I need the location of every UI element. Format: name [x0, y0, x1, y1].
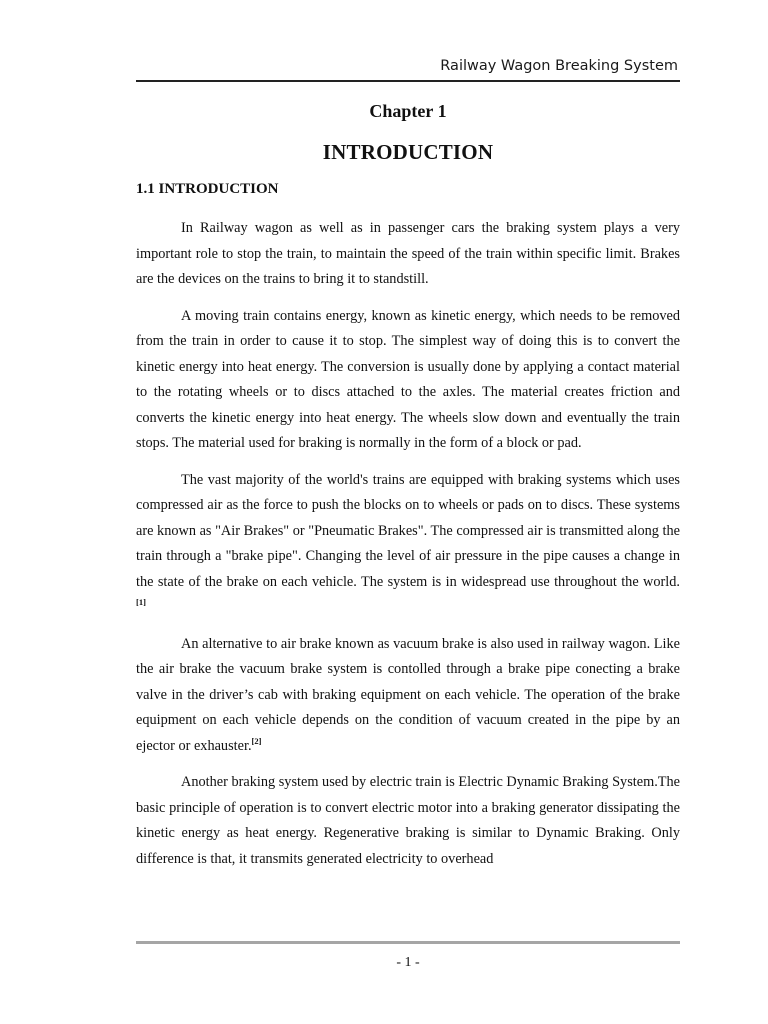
paragraph-1	[136, 216, 680, 293]
paragraph-5	[136, 770, 680, 872]
paragraph-2	[136, 304, 680, 457]
page-number: - 1 -	[396, 955, 420, 970]
reference-2-marker: [2]	[251, 735, 262, 746]
paragraph-4-text: An alternative to air brake known as vacuum brake is also used in railway wagon. Like the air brake the vacuum brake system is contolled through a brake pipe conecting a brake valve in the driver’s cab with braking equipment on each vehicle. The operation of the brake equipment on each vehicle depends on the condition of vacuum created in the pipe by an ejector or exhauster.	[136, 635, 680, 754]
body-text	[136, 216, 680, 883]
paragraph-4	[136, 632, 680, 760]
chapter-title: INTRODUCTION	[322, 140, 494, 164]
footer-divider	[136, 941, 680, 944]
running-header: Railway Wagon Breaking System	[440, 58, 678, 74]
header-divider	[136, 80, 680, 82]
section-heading: 1.1 INTRODUCTION	[136, 181, 279, 197]
paragraph-3-text: The vast majority of the world's trains are equipped with braking systems which uses compressed air as the force to push the blocks on to wheels or pads on to discs. These systems are known as "Air Brakes" or "Pneumatic Brakes". The compressed air is transmitted along the train through a "brake pipe". Changing the level of air pressure in the pipe causes a change in the state of the brake on each vehicle. The system is in widespread use throughout the world.	[136, 471, 680, 590]
reference-1-marker: [1]	[136, 597, 146, 608]
paragraph-5-text: Another braking system used by electric train is Electric Dynamic Braking System.The basic principle of operation is to convert electric motor into a braking generator dissipating the kinetic energy as heat energy. Regenerative braking is similar to Dynamic Braking. Only difference is that, it transmits generated electricity to overhead	[136, 774, 680, 867]
paragraph-3	[136, 468, 680, 621]
chapter-label: Chapter 1	[369, 101, 447, 121]
paragraph-1-text: In Railway wagon as well as in passenger cars the braking system plays a very important role to stop the train, to maintain the speed of the train within specific limit. Brakes are the devices on the trains to bring it to standstill.	[136, 220, 680, 287]
paragraph-2-text: A moving train contains energy, known as kinetic energy, which needs to be removed from the train in order to cause it to stop. The simplest way of doing this is to convert the kinetic energy into heat energy. The conversion is usually done by applying a contact material to the rotating wheels or to discs attached to the axles. The material creates friction and converts the kinetic energy into heat energy. The wheels slow down and eventually the train stops. The material used for braking is normally in the form of a block or pad.	[136, 307, 680, 451]
